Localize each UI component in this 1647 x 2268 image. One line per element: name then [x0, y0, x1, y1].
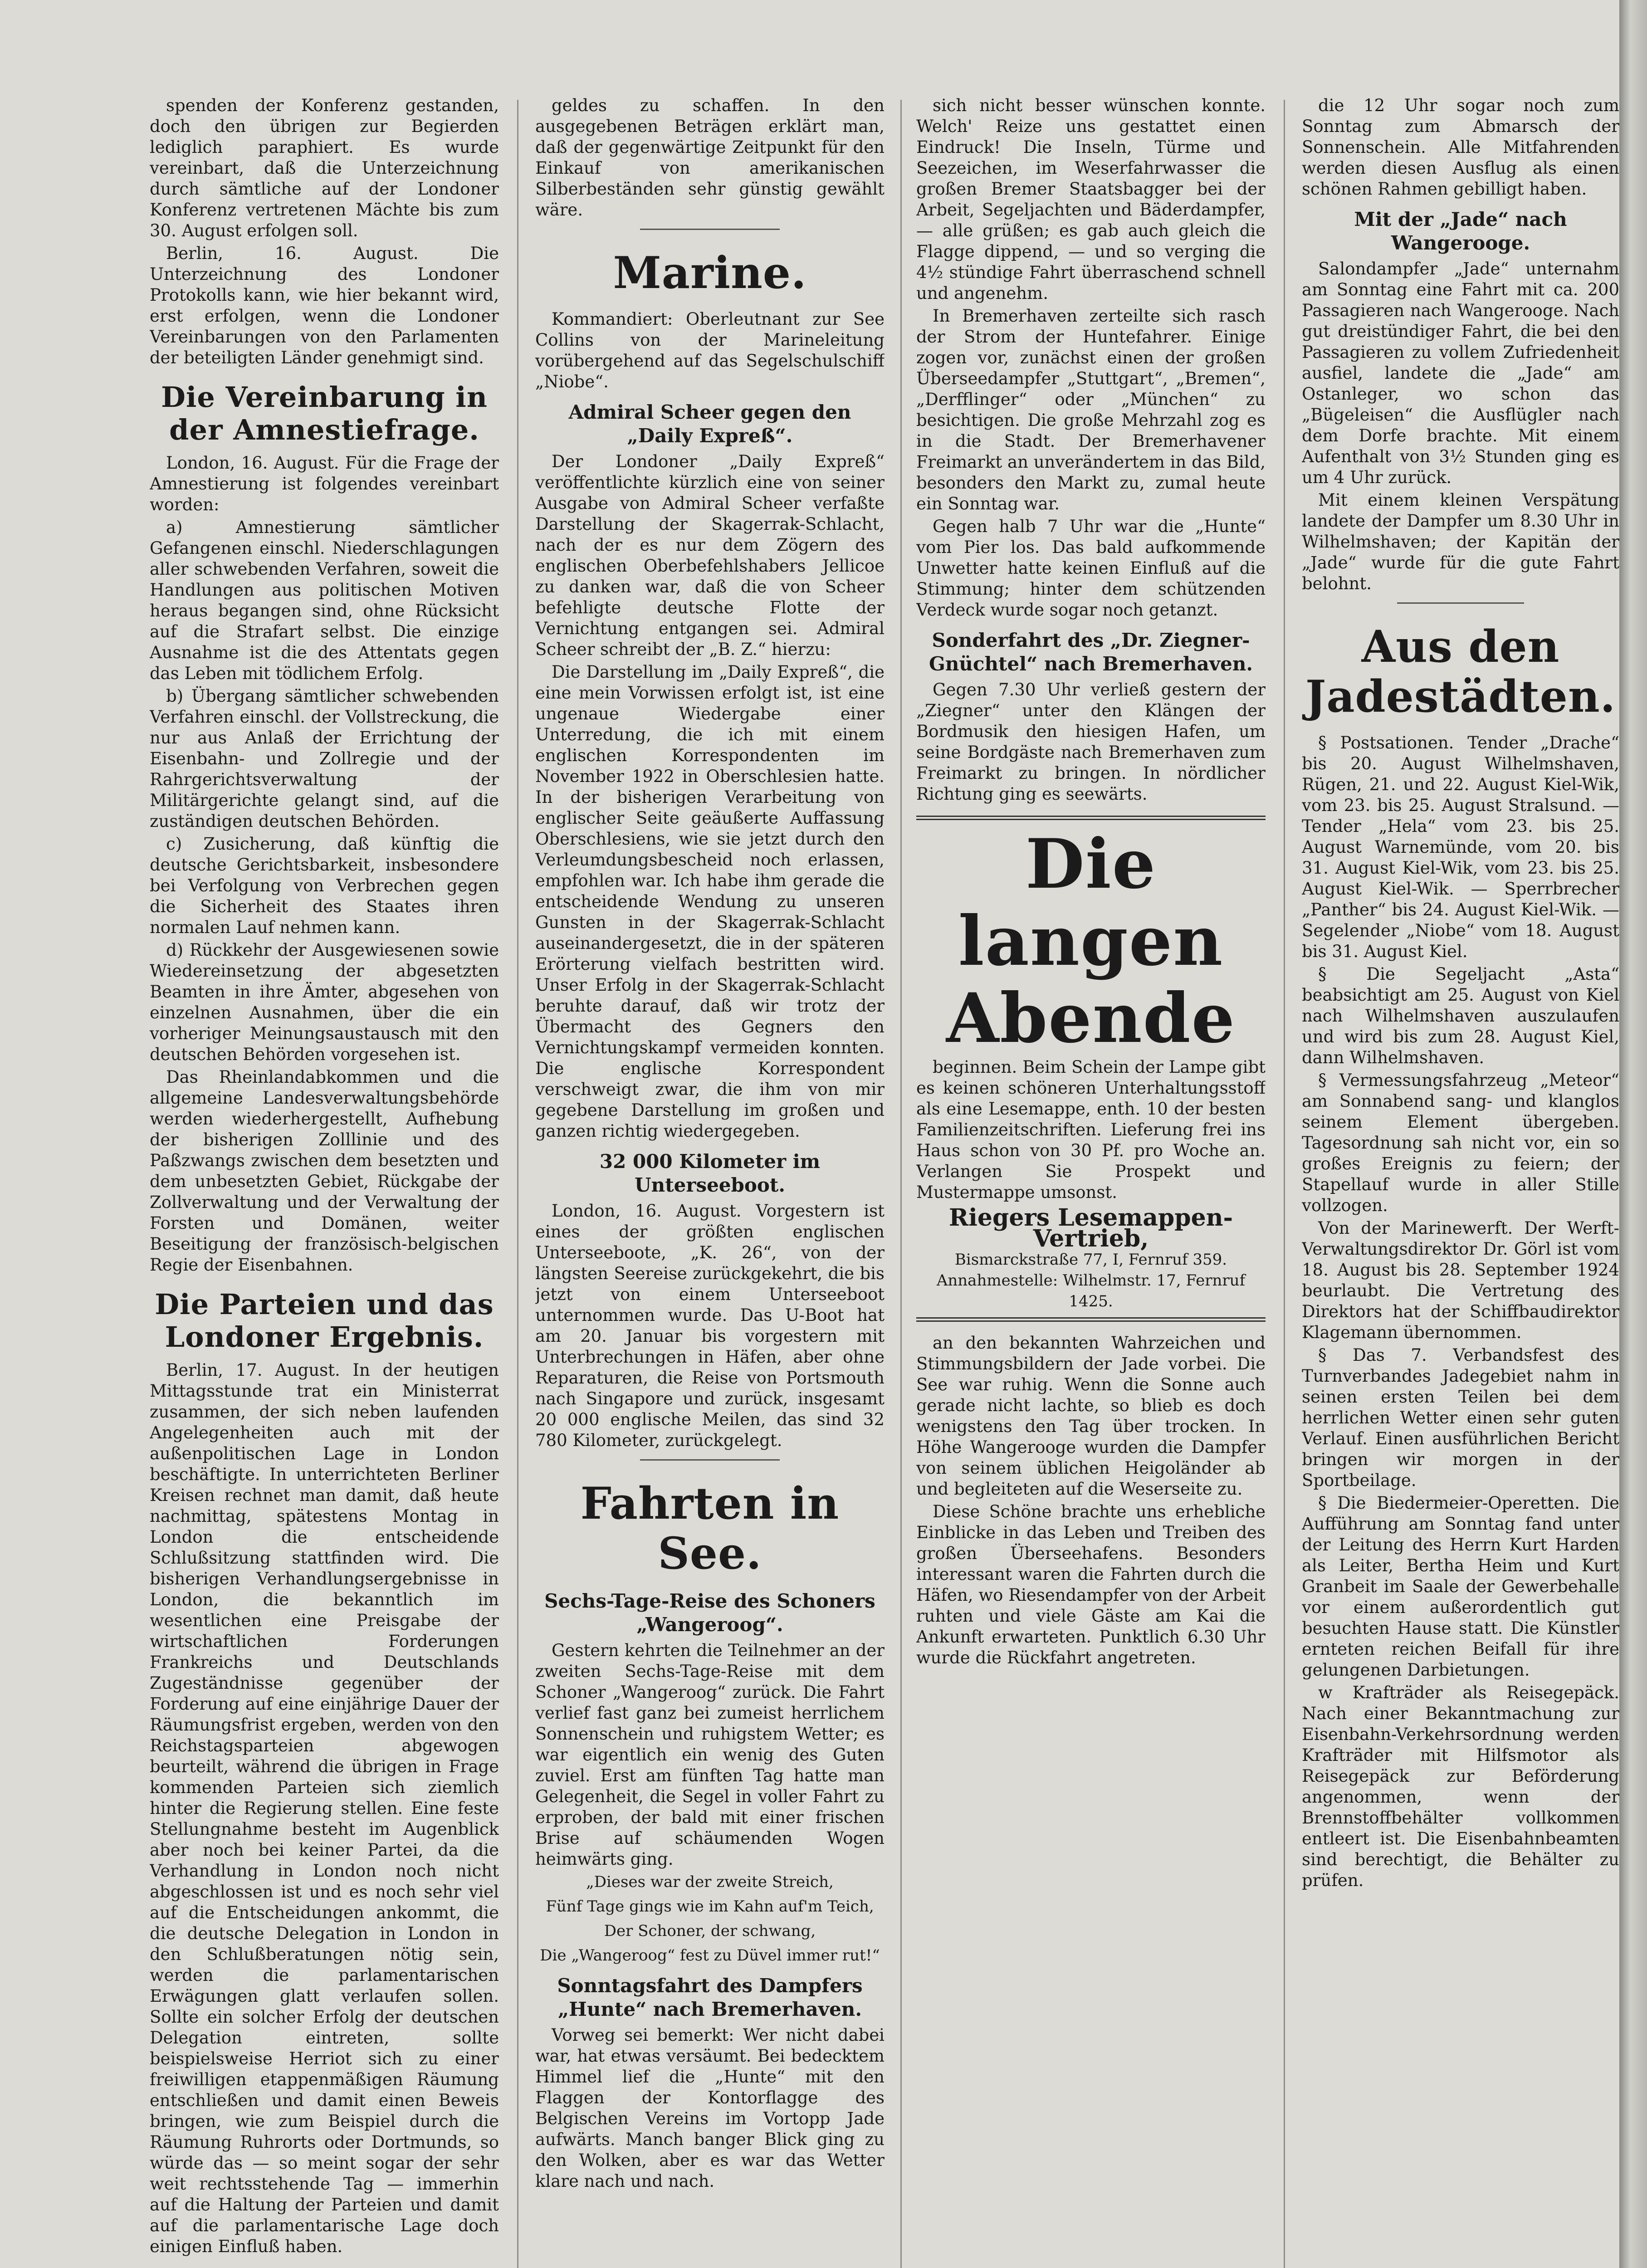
paragraph: sich nicht besser wünschen konnte. Welch' Reize uns gestattet einen Eindruck! Die Inseln, Türme und Seezeichen, im Weserfahrwasser die großen Bremer Staatsbagger bei der Arbeit, Segeljachten und Bäderdampfer, — alle grüßen; es gab auch gleich die Flagge dippend, — und so verging die 4½ stündige Fahrt überraschend schnell und angenehm. — [916, 96, 1266, 303]
paragraph: Vorweg sei bemerkt: Wer nicht dabei war, hat etwas versäumt. Bei bedecktem Himmel lief die „Hunte“ mit den Flaggen der Kontorflagge des Belgischen Vereins im Vortopp Jade aufwärts. Manch banger Blick ging zu den Wolken, aber es war das Wetter klare nach und nach. — [535, 2025, 885, 2191]
paragraph: Kommandiert: Oberleutnant zur See Collins von der Marineleitung vorübergehend auf das Segelschulschiff „Niobe“. — [535, 309, 885, 391]
paragraph: § Das 7. Verbandsfest des Turnverbandes Jadegebiet nahm in seinen ersten Teilen bei dem herrlichen Wetter einen sehr guten Verlauf. Einen ausführlichen Bericht bringen wir morgen in der Sportbeilage. — [1302, 1345, 1619, 1490]
headline-fahrten: Fahrten in See. — [580, 1478, 840, 1579]
paragraph: § Vermessungsfahrzeug „Meteor“ am Sonnabend sang- und klanglos seinem Element übergeben. Tagesordnung sah nicht vor, ein so großes Ereignis zu feiern; der Stapellauf wurde in aller Stille vollzogen. — [1302, 1070, 1619, 1215]
subheadline: Mit der „Jade“ nach Wangerooge. — [1354, 208, 1567, 254]
paragraph: Gegen halb 7 Uhr war die „Hunte“ vom Pier los. Das bald aufkommende Unwetter hatte keinen Einfluß auf die Stimmung; hinter dem schützenden Verdeck wurde sogar noch getanzt. — [916, 517, 1266, 620]
paragraph: Von der Marinewerft. Der Werft-Verwaltungsdirektor Dr. Görl ist vom 18. August bis 28. September 1924 beurlaubt. Die Vertretung des Direktors hat der Schiffbaudirektor Klagemann übernommen. — [1302, 1218, 1619, 1342]
verse-line: Die „Wangeroog“ fest zu Düvel immer rut!“ — [540, 1946, 880, 1965]
column-4 — [1302, 95, 1619, 2268]
column-1 — [150, 95, 499, 2268]
advertisement — [916, 816, 1266, 1322]
paragraph: § Postsationen. Tender „Drache“ bis 20. August Wilhelmshaven, Rügen, 21. und 22. August Kiel-Wik, vom 23. bis 25. August Stralsund. — Tender „Hela“ vom 23. bis 25. August Warnemünde, vom 20. bis 31. August Kiel-Wik, vom 23. bis 25. August Kiel-Wik. — Sperrbrecher „Panther“ bis 24. August Kiel-Wik. — Segelender „Niobe“ vom 18. August bis 31. August Kiel. — [1302, 733, 1619, 961]
paragraph: Gegen 7.30 Uhr verließ gestern der „Ziegner“ unter den Klängen der Bordmusik den hiesigen Hafen, um seine Bordgäste nach Bremerhaven zum Freimarkt zu bringen. In nördlicher Richtung ging es seewärts. — [916, 680, 1266, 804]
subheadline: Sonderfahrt des „Dr. Ziegner-Gnüchtel“ nach Bremerhaven. — [929, 629, 1253, 675]
paragraph: Diese Schöne brachte uns erhebliche Einblicke in das Leben und Treiben des großen Überseehafens. Besonders interessant waren die Fahrten durch die Häfen, wo Riesendampfer von der Arbeit ruhten und viele Gäste am Kai die Ankunft erwarteten. Punktlich 6.30 Uhr wurde die Rückfahrt angetreten. — [916, 1502, 1266, 1667]
subheadline: Admiral Scheer gegen den „Daily Expreß“. — [568, 401, 851, 447]
separator — [640, 229, 780, 230]
ad-text: beginnen. Beim Schein der Lampe gibt es keinen schöneren Unterhaltungsstoff als eine Lesemappe, enth. 10 der besten Familienzeitschriften. Lieferung frei ins Haus schon von 30 Pf. pro Woche an. Verlangen Sie Prospekt und Mustermappe umsonst. — [916, 1057, 1266, 1202]
paragraph: Berlin, 17. August. In der heutigen Mittagsstunde trat ein Ministerrat zusammen, der sich neben laufenden Angelegenheiten auch mit der außenpolitischen Lage in London beschäftigte. In unterrichteten Berliner Kreisen rechnet man damit, daß heute nachmittag, spätestens Montag in London die entscheidende Schlußsitzung stattfinden wird. Die bisherigen Verhandlungsergebnisse in London, die bekanntlich im wesentlichen eine Preisgabe der wirtschaftlichen Forderungen Frankreichs und Deutschlands Zugeständnisse gegenüber der Forderung auf eine einjährige Dauer der Räumungsfrist ergeben, werden von den Reichstagsparteien abgewogen beurteilt, während die übrigen in Frage kommenden Parteien sich ziemlich hinter die Regierung stellen. Eine feste Stellungnahme besteht im Augenblick aber noch bei keiner Partei, da die Verhandlung in London noch nicht abgeschlossen ist und es noch sehr viel auf die Entscheidungen ankommt, die die deutsche Delegation in London in den Schlußberatungen nötig sein, werden die parlamentarischen Erwägungen glatt verlaufen sollen. Sollte ein solcher Erfolg der deutschen Delegation eintreten, sollte beispielsweise Herriot sich zu einer freiwilligen etappenmäßigen Räumung entschließen und damit einen Beweis bringen, wie zum Beispiel durch die Räumung Ruhrorts oder Dortmunds, so würde das — so meint sogar der sehr weit rechtsstehende Tag — immerhin auf die Haltung der Parteien und damit auf die parlamentarische Lage doch einigen Einfluß haben. — [150, 1360, 499, 2256]
paragraph: c) Zusicherung, daß künftig die deutsche Gerichtsbarkeit, insbesondere bei Verfolgung von Verbrechen gegen die Sicherheit des Staates ihren normalen Lauf nehmen kann. — [150, 834, 499, 937]
paragraph: d) Rückkehr der Ausgewiesenen sowie Wiedereinsetzung der abgesetzten Beamten in ihre Ämter, abgesehen von einzelnen Ausnahmen, über die ein vorheriger Meinungsaustausch mit den deutschen Behörden vorgesehen ist. — [150, 940, 499, 1064]
column-3 — [916, 95, 1266, 2268]
column-rule — [900, 100, 902, 2268]
paragraph: Salondampfer „Jade“ unternahm am Sonntag eine Fahrt mit ca. 200 Passagieren nach Wangerooge. Nach gut dreistündiger Fahrt, die bei den Passagieren zu vollem Zufriedenheit ausfiel, landete die „Jade“ am Ostanleger, wo schon das „Bügeleisen“ die Ausflügler nach dem Dorfe brachte. Mit einem Aufenthalt von 3½ Stunden ging es um 4 Uhr zurück. — [1302, 259, 1619, 487]
verse-line: „Dieses war der zweite Streich, — [586, 1873, 834, 1891]
paragraph: spenden der Konferenz gestanden, doch den übrigen zur Begierden lediglich paraphiert. Es wurde vereinbart, daß die Unterzeichnung durch sämtliche auf der Londoner Konferenz vertretenen Mächte bis zum 30. August erfolgen soll. — [150, 96, 499, 240]
ad-firm: Riegers Lesemappen-Vertrieb, — [948, 1204, 1233, 1252]
page-edge — [1619, 0, 1647, 2268]
separator — [1397, 602, 1524, 604]
paragraph: Mit einem kleinen Verspätung landete der Dampfer um 8.30 Uhr in Wilhelmshaven; der Kapitän der „Jade“ wurde für die gute Fahrt belohnt. — [1302, 490, 1619, 593]
headline-amnestie: Die Vereinbarung in der Amnestiefrage. — [161, 381, 488, 446]
paragraph: an den bekannten Wahrzeichen und Stimmungsbildern der Jade vorbei. Die See war ruhig. Wenn die Sonne auch gerade nicht lachte, so blieb es doch wenigstens den Tag über trocken. In Höhe Wangerooge wurden die Dampfer von seinem üblichen Heigoländer ab und begleiteten auf die Weserseite zu. — [916, 1333, 1266, 1499]
paragraph: London, 16. August. Für die Frage der Amnestierung ist folgendes vereinbart worden: — [150, 453, 499, 514]
paragraph: Berlin, 16. August. Die Unterzeichnung des Londoner Protokolls kann, wie hier bekannt wird, erst erfolgen, wenn die Londoner Vereinbarungen von den Parlamenten der beteiligten Länder genehmigt sind. — [150, 244, 499, 367]
paragraph: London, 16. August. Vorgestern ist eines der größten englischen Unterseeboote, „K. 26“, von der längsten Seereise zurückgekehrt, die bis jetzt von einem Unterseeboot unternommen wurde. Das U-Boot hat am 20. Januar bis vorgestern mit Unterbrechungen in Häfen, aber ohne Reparaturen, die Reise von Portsmouth nach Singapore und zurück, insgesamt 20 000 englische Meilen, das sind 32 780 Kilometer, zurückgelegt. — [535, 1201, 885, 1450]
paragraph: In Bremerhaven zerteilte sich rasch der Strom der Huntefahrer. Einige zogen vor, zunächst einen der großen Überseedampfer „Stuttgart“, „Bremen“, „Derfflinger“ oder „München“ zu besichtigen. Die große Mehrzahl zog es in die Stadt. Der Bremerhavener Freimarkt an unverändertem in das Bild, besonders den Markt zu, zumal heute ein Sonntag war. — [916, 306, 1266, 513]
paragraph: b) Übergang sämtlicher schwebenden Verfahren einschl. der Vollstreckung, die nur aus Anlaß der Errichtung der Eisenbahn- und Zollregie und der Rahrgerichtsverwaltung der Militärgerichte gelangt sind, auf die zuständigen deutschen Behörden. — [150, 686, 499, 831]
column-rule — [1284, 100, 1285, 2268]
column-rule — [517, 100, 518, 2268]
paragraph: Gestern kehrten die Teilnehmer an der zweiten Sechs-Tage-Reise mit dem Schoner „Wangeroog“ zurück. Die Fahrt verlief fast ganz bei zumeist herrlichem Sonnenschein und ruhigstem Wetter; es war eigentlich ein wenig des Guten zuviel. Erst am fünften Tag hatte man Gelegenheit, die Segel in voller Fahrt zu erproben, der bald mit einer frischen Brise auf schäumenden Wogen heimwärts ging. — [535, 1641, 885, 1869]
paragraph: § Die Segeljacht „Asta“ beabsichtigt am 25. August von Kiel nach Wilhelmshaven auszulaufen und wird bis zum 28. August Kiel, dann Wilhelmshaven. — [1302, 964, 1619, 1067]
paragraph: geldes zu schaffen. In den ausgegebenen Beträgen erklärt man, daß der gegenwärtige Zeitpunkt für den Einkauf von amerikanischen Silberbeständen sehr günstig gewählt wäre. — [535, 96, 885, 220]
verse-line: Fünf Tage gings wie im Kahn auf'm Teich, — [546, 1897, 874, 1916]
subheadline: 32 000 Kilometer im Unterseeboot. — [599, 1150, 821, 1196]
separator — [640, 1459, 780, 1461]
ad-title: Die langen Abende — [946, 824, 1236, 1058]
ad-address: Bismarckstraße 77, I, Fernruf 359. — [954, 1251, 1227, 1269]
headline-marine: Marine. — [613, 247, 807, 298]
paragraph: § Die Biedermeier-Operetten. Die Aufführung am Sonntag fand unter der Leitung des Herrn Kurt Harden als Leiter, Bertha Heim und Kurt Granbeit im Saale der Gewerbehalle vor einem außerordentlich gut besuchten Hause statt. Die Künstler ernteten reichen Beifall für ihre gelungenen Darbietungen. — [1302, 1493, 1619, 1680]
paragraph: a) Amnestierung sämtlicher Gefangenen einschl. Niederschlagungen aller schwebenden Verfahren, soweit die Handlungen aus politischen Motiven heraus begangen sind, ohne Rücksicht auf die Strafart selbst. Die einzige Ausnahme ist die des Attentats gegen das Leben mit tödlichem Erfolg. — [150, 518, 499, 683]
subheadline: Sonntagsfahrt des Dampfers „Hunte“ nach Bremerhaven. — [557, 1975, 863, 2020]
paragraph: Die Darstellung im „Daily Expreß“, die eine mein Vorwissen erfolgt ist, ist eine ungenaue Wiedergabe einer Unterredung, die ich mit einem englischen Korrespondenten im November 1922 in Oberschlesien hatte. In der bisherigen Verarbeitung von englischer Seite geäußerte Auffassung Oberschlesiens, wie sie jetzt durch den Verleumdungsbescheid noch erlassen, empfohlen war. Ich habe ihm gerade die entscheidende Wendung zu unseren Gunsten in der Skagerrak-Schlacht auseinandergesetzt, die in der späteren Erörterung vielfach bestritten wird. Unser Erfolg in der Skagerrak-Schlacht beruhte darauf, daß wir trotz der Übermacht des Gegners den Vernichtungskampf vermeiden konnten. Die englische Korrespondent verschweigt zwar, die ihm von mir gegebene Darstellung im großen und ganzen richtig wiedergegeben. — [535, 662, 885, 1141]
ad-address: Annahmestelle: Wilhelmstr. 17, Fernruf 1425. — [936, 1271, 1246, 1310]
column-2 — [535, 95, 885, 2268]
paragraph: Der Londoner „Daily Expreß“ veröffentlichte kürzlich eine von seiner Ausgabe von Admiral Scheer verfaßte Darstellung der Skagerrak-Schlacht, nach der es nur dem Zögern des englischen Oberbefehlshabers Jellicoe zu danken war, daß die von Scheer befehligte deutsche Flotte der Vernichtung entgangen sei. Admiral Scheer schreibt der „B. Z.“ hierzu: — [535, 452, 885, 659]
verse-line: Der Schoner, der schwang, — [604, 1922, 816, 1940]
paragraph: die 12 Uhr sogar noch zum Sonntag zum Abmarsch der Sonnenschein. Alle Mitfahrenden werden diesen Ausflug als einen schönen Rahmen gebilligt haben. — [1302, 96, 1619, 199]
headline-jadestaedte: Aus den Jadestädten. — [1305, 621, 1616, 722]
headline-parteien: Die Parteien und das Londoner Ergebnis. — [155, 1288, 494, 1354]
paragraph: w Krafträder als Reisegepäck. Nach einer Bekanntmachung zur Eisenbahn-Verkehrsordnung werden Krafträder mit Hilfsmotor als Reisegepäck zur Beförderung angenommen, wenn der Brennstoffbehälter vollkommen entleert ist. Die Eisenbahnbeamten sind berechtigt, die Behälter zu prüfen. — [1302, 1683, 1619, 1890]
paragraph: Das Rheinlandabkommen und die allgemeine Landesverwaltungsbehörde werden wiederhergestellt, Aufhebung der bisherigen Zolllinie und des Paßzwangs zwischen dem besetzten und dem unbesetzten Gebiet, Rückgabe der Zollverwaltung und der Verwaltung der Forsten und Domänen, weiter Beseitigung der französisch-belgischen Regie der Eisenbahnen. — [150, 1067, 499, 1275]
subheadline: Sechs-Tage-Reise des Schoners „Wangeroog“. — [544, 1590, 875, 1636]
